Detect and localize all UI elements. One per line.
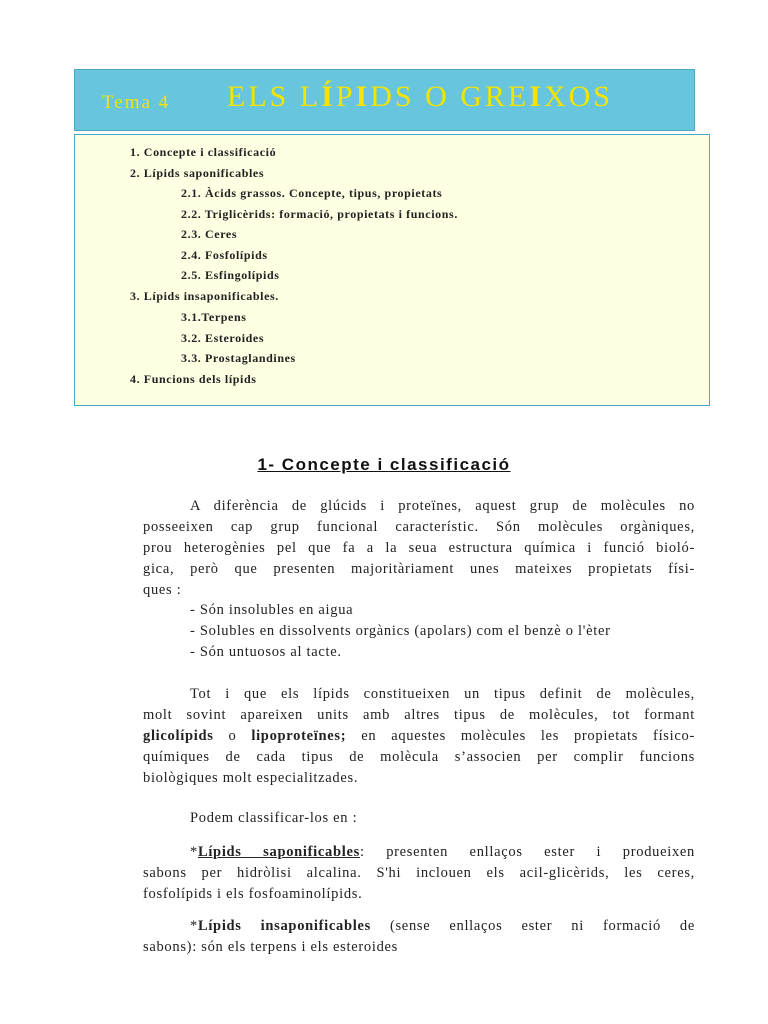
paragraph-line: biològiques molt especialitzades. [143,770,359,786]
page-title: ELS LÍPIDS O GREIXOS [227,80,613,113]
toc-item: 2.2. Triglicèrids: formació, propietats i funcions. [181,207,458,221]
paragraph-line: glicolípids o lipoproteïnes; en aquestes molècules les propietats físico- [143,728,695,744]
toc-item: 2.1. Àcids grassos. Concepte, tipus, propietats [181,186,443,200]
paragraph-line: prou heterogènies pel que fa a la seua estructura química i funció bioló- [143,540,695,556]
paragraph-line: químiques de cada tipus de molècula s’associen per complir funcions [143,749,695,765]
toc-item: 1. Concepte i classificació [130,145,277,159]
classification-line: *Lípids saponificables: presenten enllaços ester i produeixen [190,844,695,860]
topic-number: Tema 4 [102,92,171,113]
classification-intro: Podem classificar-los en : [190,810,358,826]
paragraph-line: A diferència de glúcids i proteïnes, aquest grup de molècules no [190,498,695,514]
term-glicolipids: glicolípids [143,728,214,744]
toc-item: 3.2. Esteroides [181,331,265,345]
toc-item: 3. Lípids insaponificables. [130,289,279,303]
paragraph-line: gica, però que presenten majoritàriament unes mateixes propietats físi- [143,561,695,577]
toc-item: 2.3. Ceres [181,227,238,241]
title-banner [74,69,695,131]
classification-line: sabons per hidròlisi alcalina. S'hi inclouen els acil-glicèrids, les ceres, [143,865,695,881]
table-of-contents [74,134,710,406]
paragraph-line: posseeixen cap grup funcional característic. Són molècules orgàniques, [143,519,695,535]
classification-line: sabons): són els terpens i els esteroides [143,939,399,955]
property-list-item: - Són insolubles en aigua [190,602,354,618]
term-insaponificables: Lípids insaponificables [197,918,371,934]
property-list-item: - Solubles en dissolvents orgànics (apolars) com el benzè o l'èter [190,623,611,639]
paragraph-line: ques : [143,582,182,598]
classification-line: fosfolípids i els fosfoaminolípids. [143,886,363,902]
toc-item: 3.1.Terpens [181,310,247,324]
section-heading: 1- Concepte i classificació [257,455,511,474]
paragraph-line: molt sovint apareixen units amb altres tipus de molècules, tot formant [143,707,695,723]
paragraph-line: Tot i que els lípids constitueixen un tipus definit de molècules, [190,686,695,702]
toc-item: 2.4. Fosfolípids [181,248,268,262]
classification-line: *Lípids insaponificables (sense enllaços ester ni formació de [190,918,695,934]
toc-item: 2.5. Esfingolípids [181,268,280,282]
toc-item: 4. Funcions dels lípids [130,372,257,386]
term-saponificables: Lípids saponificables [197,844,360,860]
toc-item: 2. Lípids saponificables [130,166,265,180]
property-list-item: - Són untuosos al tacte. [190,644,342,660]
toc-item: 3.3. Prostaglandines [181,351,296,365]
term-lipoproteines: lipoproteïnes; [251,728,347,744]
